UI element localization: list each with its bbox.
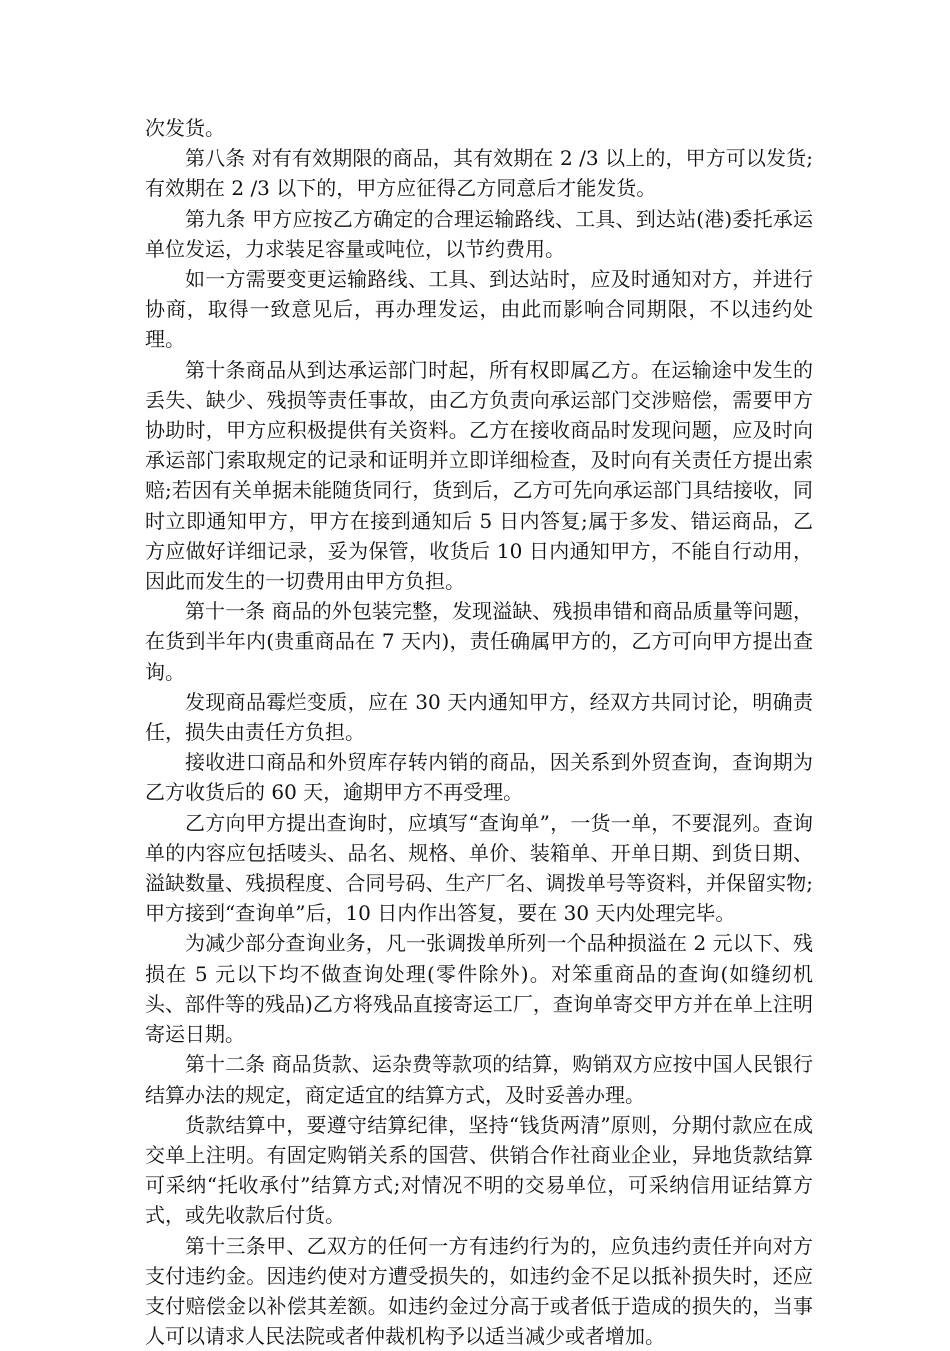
document-page xyxy=(145,113,813,1351)
paragraph-article-10: 第十条商品从到达承运部门时起，所有权即属乙方。在运输途中发生的丢失、缺少、残损等责任事故，由乙方负责向承运部门交涉赔偿，需要甲方协助时，甲方应积极提供有关资料。乙方在接收商品时发现问题，应及时向承运部门索取规定的记录和证明并立即详细检查，及时向有关责任方提出索赔;若因有关单据未能随货同行，货到后，乙方可先向承运部门具结接收，同时立即通知甲方，甲方在接到通知后 5 日内答复;属于多发、错运商品，乙方应做好详细记录，妥为保管，收货后 10 日内通知甲方，不能自行动用，因此而发生的一切费用由甲方负担。 xyxy=(145,357,813,594)
paragraph-article-11: 第十一条 商品的外包装完整，发现溢缺、残损串错和商品质量等问题，在货到半年内(贵重商品在 7 天内)，责任确属甲方的，乙方可向甲方提出查询。 xyxy=(145,599,813,684)
paragraph-inquiry-form: 乙方向甲方提出查询时，应填写“查询单”，一货一单，不要混列。查询单的内容应包括唛头、品名、规格、单价、装箱单、开单日期、到货日期、溢缺数量、残损程度、合同号码、生产厂名、调拨单号等资料，并保留实物;甲方接到“查询单”后，10 日内作出答复，要在 30 天内处理完毕。 xyxy=(145,810,813,926)
paragraph-article-9: 第九条 甲方应按乙方确定的合理运输路线、工具、到达站(港)委托承运单位发运，力求装足容量或吨位，以节约费用。 xyxy=(145,206,813,261)
paragraph-settlement: 货款结算中，要遵守结算纪律，坚持“钱货两清”原则，分期付款应在成交单上注明。有固定购销关系的国营、供销合作社商业企业，异地货款结算可采纳“托收承付”结算方式;对情况不明的交易单位，可采纳信用证结算方式，或先收款后付货。 xyxy=(145,1112,813,1228)
paragraph-continuation: 次发货。 xyxy=(145,116,225,140)
paragraph-route-change: 如一方需要变更运输路线、工具、到达站时，应及时通知对方，并进行协商，取得一致意见后，再办理发运，由此而影响合同期限，不以违约处理。 xyxy=(145,267,813,352)
paragraph-reduce-inquiry: 为减少部分查询业务，凡一张调拨单所列一个品种损溢在 2 元以下、残损在 5 元以下均不做查询处理(零件除外)。对笨重商品的查询(如缝纫机头、部件等的残品)乙方将残品直接寄运工厂，查询单寄交甲方并在单上注明寄运日期。 xyxy=(145,931,813,1047)
paragraph-article-12: 第十二条 商品货款、运杂费等款项的结算，购销双方应按中国人民银行结算办法的规定，商定适宜的结算方式，及时妥善办理。 xyxy=(145,1052,813,1107)
paragraph-spoilage: 发现商品霉烂变质，应在 30 天内通知甲方，经双方共同讨论，明确责任，损失由责任方负担。 xyxy=(145,689,813,745)
paragraph-import-goods: 接收进口商品和外贸库存转内销的商品，因关系到外贸查询，查询期为乙方收货后的 60 天，逾期甲方不再受理。 xyxy=(145,750,813,805)
paragraph-article-13: 第十三条甲、乙双方的任何一方有违约行为的，应负违约责任并向对方支付违约金。因违约使对方遭受损失的，如违约金不足以抵补损失时，还应支付赔偿金以补偿其差额。如违约金过分高于或者低于造成的损失的，当事人可以请求人民法院或者仲裁机构予以适当减少或者增加。 xyxy=(145,1233,813,1349)
paragraph-article-8: 第八条 对有有效期限的商品，其有效期在 2 /3 以上的，甲方可以发货;有效期在 2 /3 以下的，甲方应征得乙方同意后才能发货。 xyxy=(145,146,813,201)
